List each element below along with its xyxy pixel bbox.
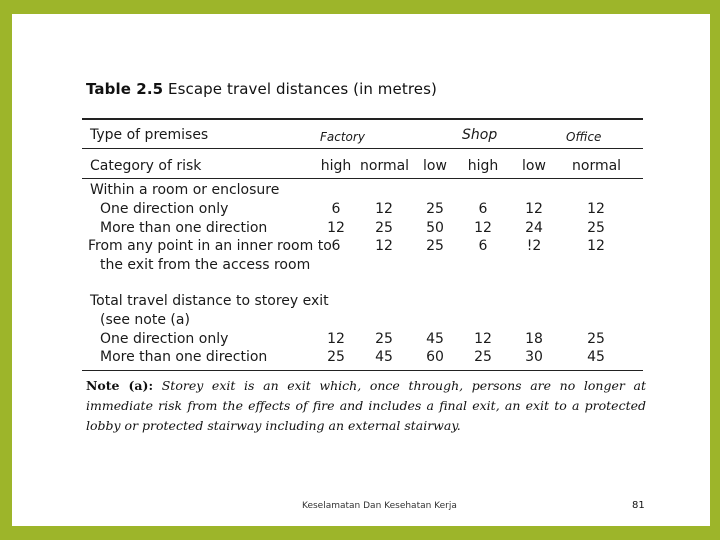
- cell-value: 12: [375, 201, 393, 217]
- cell-value: 6: [478, 238, 488, 254]
- cell-value: 25: [375, 220, 393, 236]
- cell-value: 50: [426, 220, 444, 236]
- cell-value: 25: [426, 238, 444, 254]
- cell-value: 45: [426, 331, 444, 347]
- premises-header-label: Type of premises: [90, 127, 209, 143]
- cell-value: 25: [327, 349, 345, 365]
- table-title-text: Escape travel distances (in metres): [163, 80, 437, 98]
- cell-value: 12: [525, 201, 543, 217]
- table-bottom-rule: [82, 370, 643, 371]
- cell-value: 25: [375, 331, 393, 347]
- office-header: Office: [566, 130, 602, 144]
- cell-value: 12: [474, 220, 492, 236]
- page-number: 81: [632, 500, 645, 511]
- table-title: [86, 80, 437, 98]
- risk-col-shop-low: low: [423, 158, 447, 174]
- footer-text: Keselamatan Dan Kesehatan Kerja: [302, 501, 457, 511]
- cell-value: 6: [478, 201, 488, 217]
- row-label: More than one direction: [100, 349, 268, 365]
- cell-value: 12: [587, 201, 605, 217]
- subheader-rule: [82, 178, 643, 179]
- cell-value: 6: [331, 201, 341, 217]
- cell-value: !2: [526, 238, 542, 254]
- row-label: Within a room or enclosure: [90, 182, 280, 198]
- cell-value: 12: [474, 331, 492, 347]
- cell-value: 24: [525, 220, 543, 236]
- table-title-number: Table 2.5: [86, 80, 164, 98]
- cell-value: 12: [587, 238, 605, 254]
- slide: [12, 14, 710, 526]
- cell-value: 25: [587, 331, 605, 347]
- row-label: Total travel distance to storey exit: [90, 293, 329, 309]
- shop-header: Shop: [462, 127, 498, 143]
- cell-value: 12: [327, 331, 345, 347]
- row-label: One direction only: [100, 201, 229, 217]
- cell-value: 45: [587, 349, 605, 365]
- row-label: (see note (a): [100, 312, 190, 328]
- risk-col-factory-normal: normal: [360, 158, 410, 174]
- risk-col-office-low: low: [522, 158, 546, 174]
- risk-col-factory-high: high: [320, 158, 352, 174]
- row-label: One direction only: [100, 331, 229, 347]
- header-rule: [82, 148, 643, 149]
- row-label: More than one direction: [100, 220, 268, 236]
- cell-value: 12: [375, 238, 393, 254]
- note-label: Note (a):: [86, 378, 154, 393]
- row-label: From any point in an inner room to: [88, 238, 332, 254]
- cell-value: 60: [426, 349, 444, 365]
- table-note: [86, 376, 646, 436]
- table-top-rule: [82, 118, 643, 120]
- cell-value: 25: [587, 220, 605, 236]
- cell-value: 25: [474, 349, 492, 365]
- risk-col-office-normal: normal: [572, 158, 622, 174]
- cell-value: 30: [525, 349, 543, 365]
- row-label: the exit from the access room: [100, 257, 311, 273]
- note-text: Storey exit is an exit which, once through, persons are no longer at immediate risk from the effects of fire and includes a final exit, an exit to a protected lobby or protected stairway including an external stairway.: [86, 378, 646, 433]
- cell-value: 25: [426, 201, 444, 217]
- risk-col-shop-high: high: [467, 158, 499, 174]
- cell-value: 6: [331, 238, 341, 254]
- risk-header-label: Category of risk: [90, 158, 202, 174]
- cell-value: 45: [375, 349, 393, 365]
- factory-header: Factory: [320, 130, 365, 144]
- cell-value: 12: [327, 220, 345, 236]
- cell-value: 18: [525, 331, 543, 347]
